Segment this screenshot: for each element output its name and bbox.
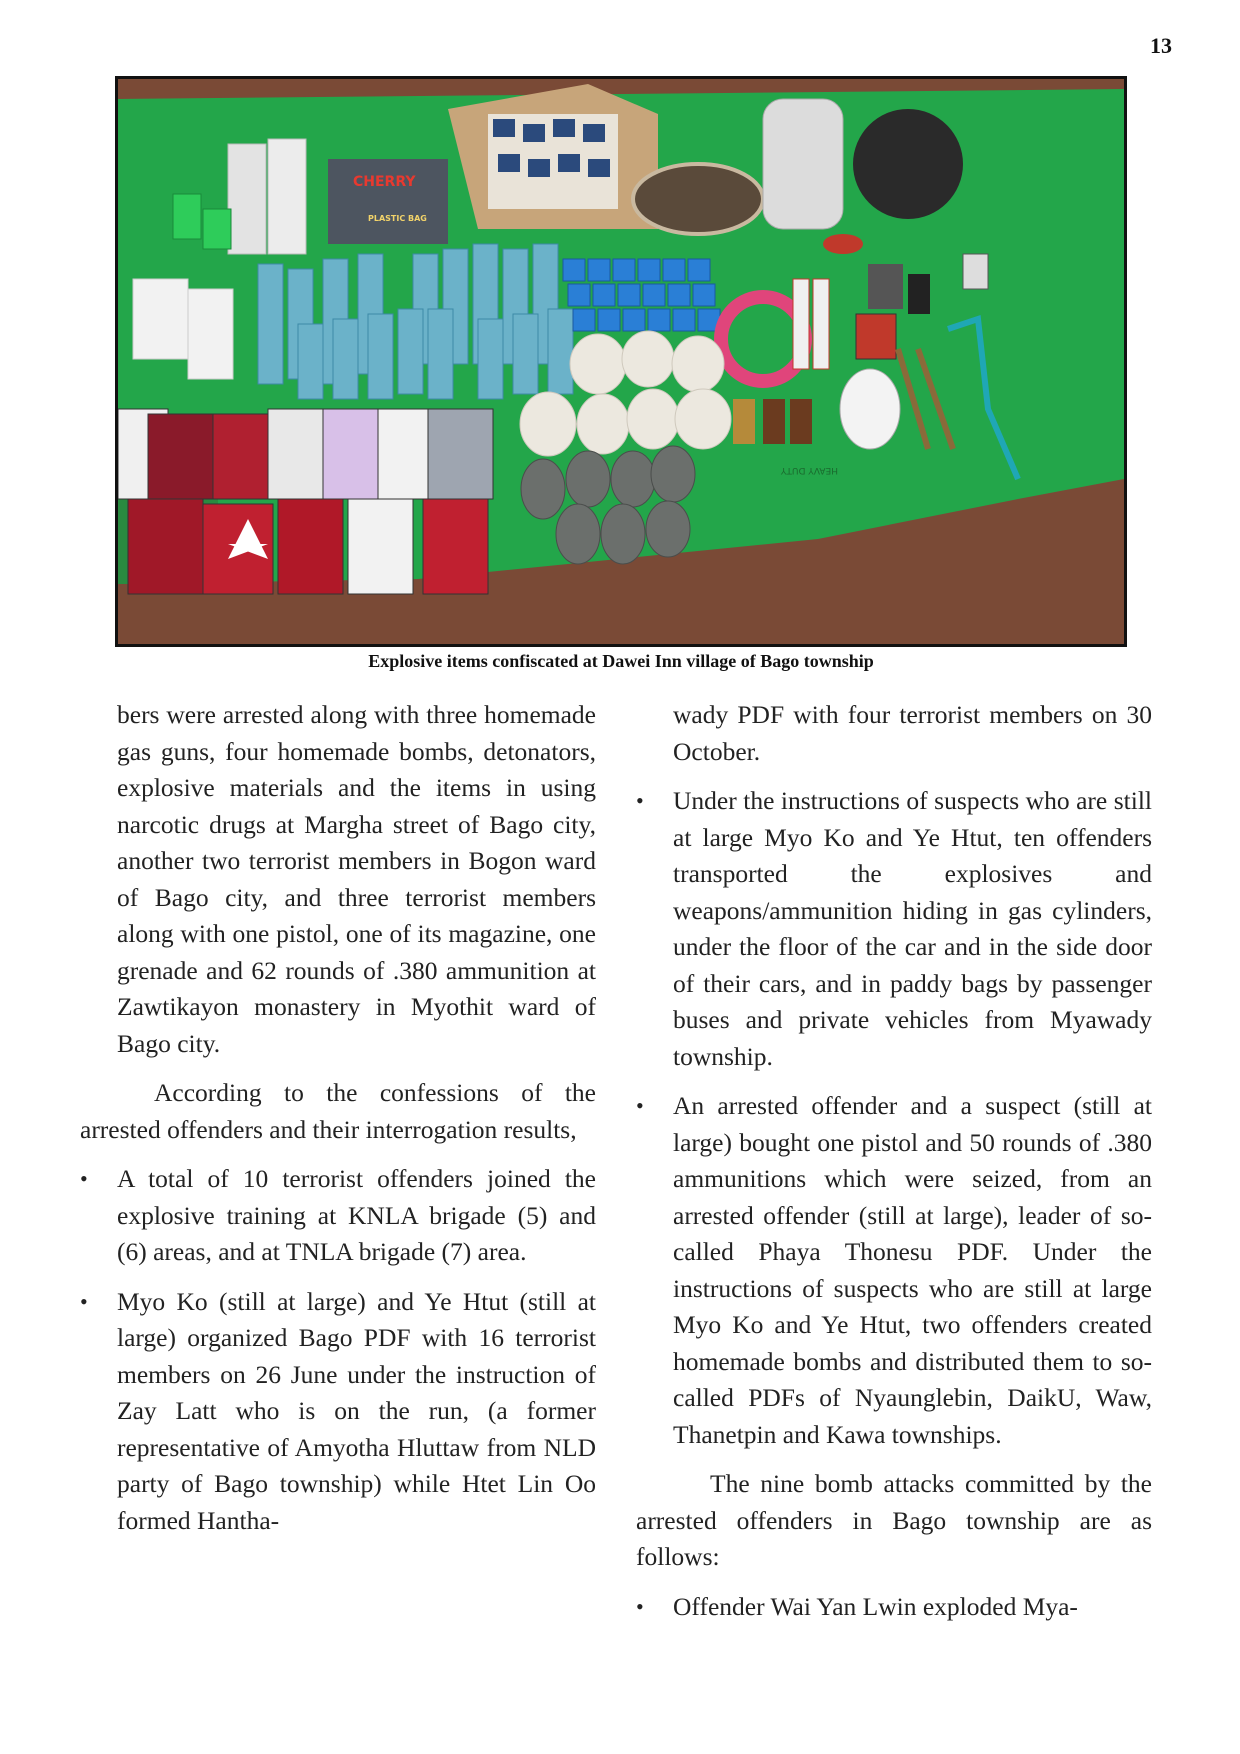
- continuation-paragraph: bers were arrested along with three homemade gas guns, four homemade bombs, detonators, explosive materials and the items in using narcotic drugs at Margha street of Bago city, another two terrorist members in Bogon ward of Bago city, and three terrorist members along with one pistol, one of its magazine, one grenade and 62 rounds of .380 ammunition at Zawtikayon monastery in Myothit ward of Bago city.: [117, 700, 596, 1058]
- bullet-text: A total of 10 terrorist offenders joined the explosive training at KNLA brigade (5) and (6) areas, and at TNLA brigade (7) area.: [117, 1164, 596, 1266]
- left-column: [80, 697, 596, 1552]
- heavy-duty-label: HEAVY DUTY: [780, 465, 838, 475]
- bullet-marker: •: [80, 1166, 88, 1191]
- body-paragraph: The nine bomb attacks committed by the arrested offenders in Bago township are as follows:: [636, 1469, 1152, 1571]
- photo-caption: Explosive items confiscated at Dawei Inn village of Bago township: [368, 651, 874, 671]
- bullet-text: Myo Ko (still at large) and Ye Htut (still at large) organized Bago PDF with 16 terrorist members on 26 June under the instruction of Zay Latt who is on the run, (a former representative of Amyotha Hluttaw from NLD party of Bago township) while Htet Lin Oo formed Hantha-: [117, 1286, 596, 1535]
- continuation-paragraph: wady PDF with four terrorist members on 30 October.: [673, 700, 1152, 766]
- bullet-marker: •: [636, 1093, 644, 1118]
- evidence-photo-illustration: [118, 79, 1124, 644]
- bullet-text: An arrested offender and a suspect (still at large) bought one pistol and 50 rounds of .380 ammunitions which were seized, from an arrested offender (still at large), leader of so-called Phaya Thonesu PDF. Under the instructions of suspects who are still at large Myo Ko and Ye Htut, two offenders created homemade bombs and distributed them to so-called PDFs of Nyaunglebin, DaikU, Waw, Thanetpin and Kawa townships.: [673, 1091, 1152, 1449]
- bullet-item: [80, 1161, 596, 1271]
- bullet-item: [636, 1589, 1152, 1626]
- bullet-list: [80, 1161, 596, 1539]
- bullet-item: [636, 1088, 1152, 1453]
- bullet-marker: •: [80, 1288, 88, 1314]
- bullet-item: [80, 1284, 596, 1540]
- bullet-marker: •: [636, 1593, 644, 1619]
- bullet-text: Offender Wai Yan Lwin exploded Mya-: [673, 1591, 1078, 1621]
- plastic-bag-label: PLASTIC BAG: [368, 214, 427, 223]
- cherry-label: CHERRY: [353, 174, 416, 190]
- bullet-item: [636, 783, 1152, 1075]
- bullet-marker: •: [636, 788, 644, 813]
- body-paragraph: According to the confessions of the arrested offenders and their interrogation results,: [80, 1078, 596, 1144]
- bullet-list: [636, 783, 1152, 1453]
- right-column: [636, 697, 1152, 1638]
- page-number: 13: [1150, 33, 1172, 58]
- bullet-list-continued: [636, 1589, 1152, 1626]
- bullet-text: Under the instructions of suspects who are still at large Myo Ko and Ye Htut, ten offenders transported the explosives and weapons/ammunition hiding in gas cylinders, under the floor of the car and in the side door of their cars, and in paddy bags by passenger buses and private vehicles from Myawady township.: [673, 786, 1152, 1071]
- evidence-photo: [115, 76, 1127, 647]
